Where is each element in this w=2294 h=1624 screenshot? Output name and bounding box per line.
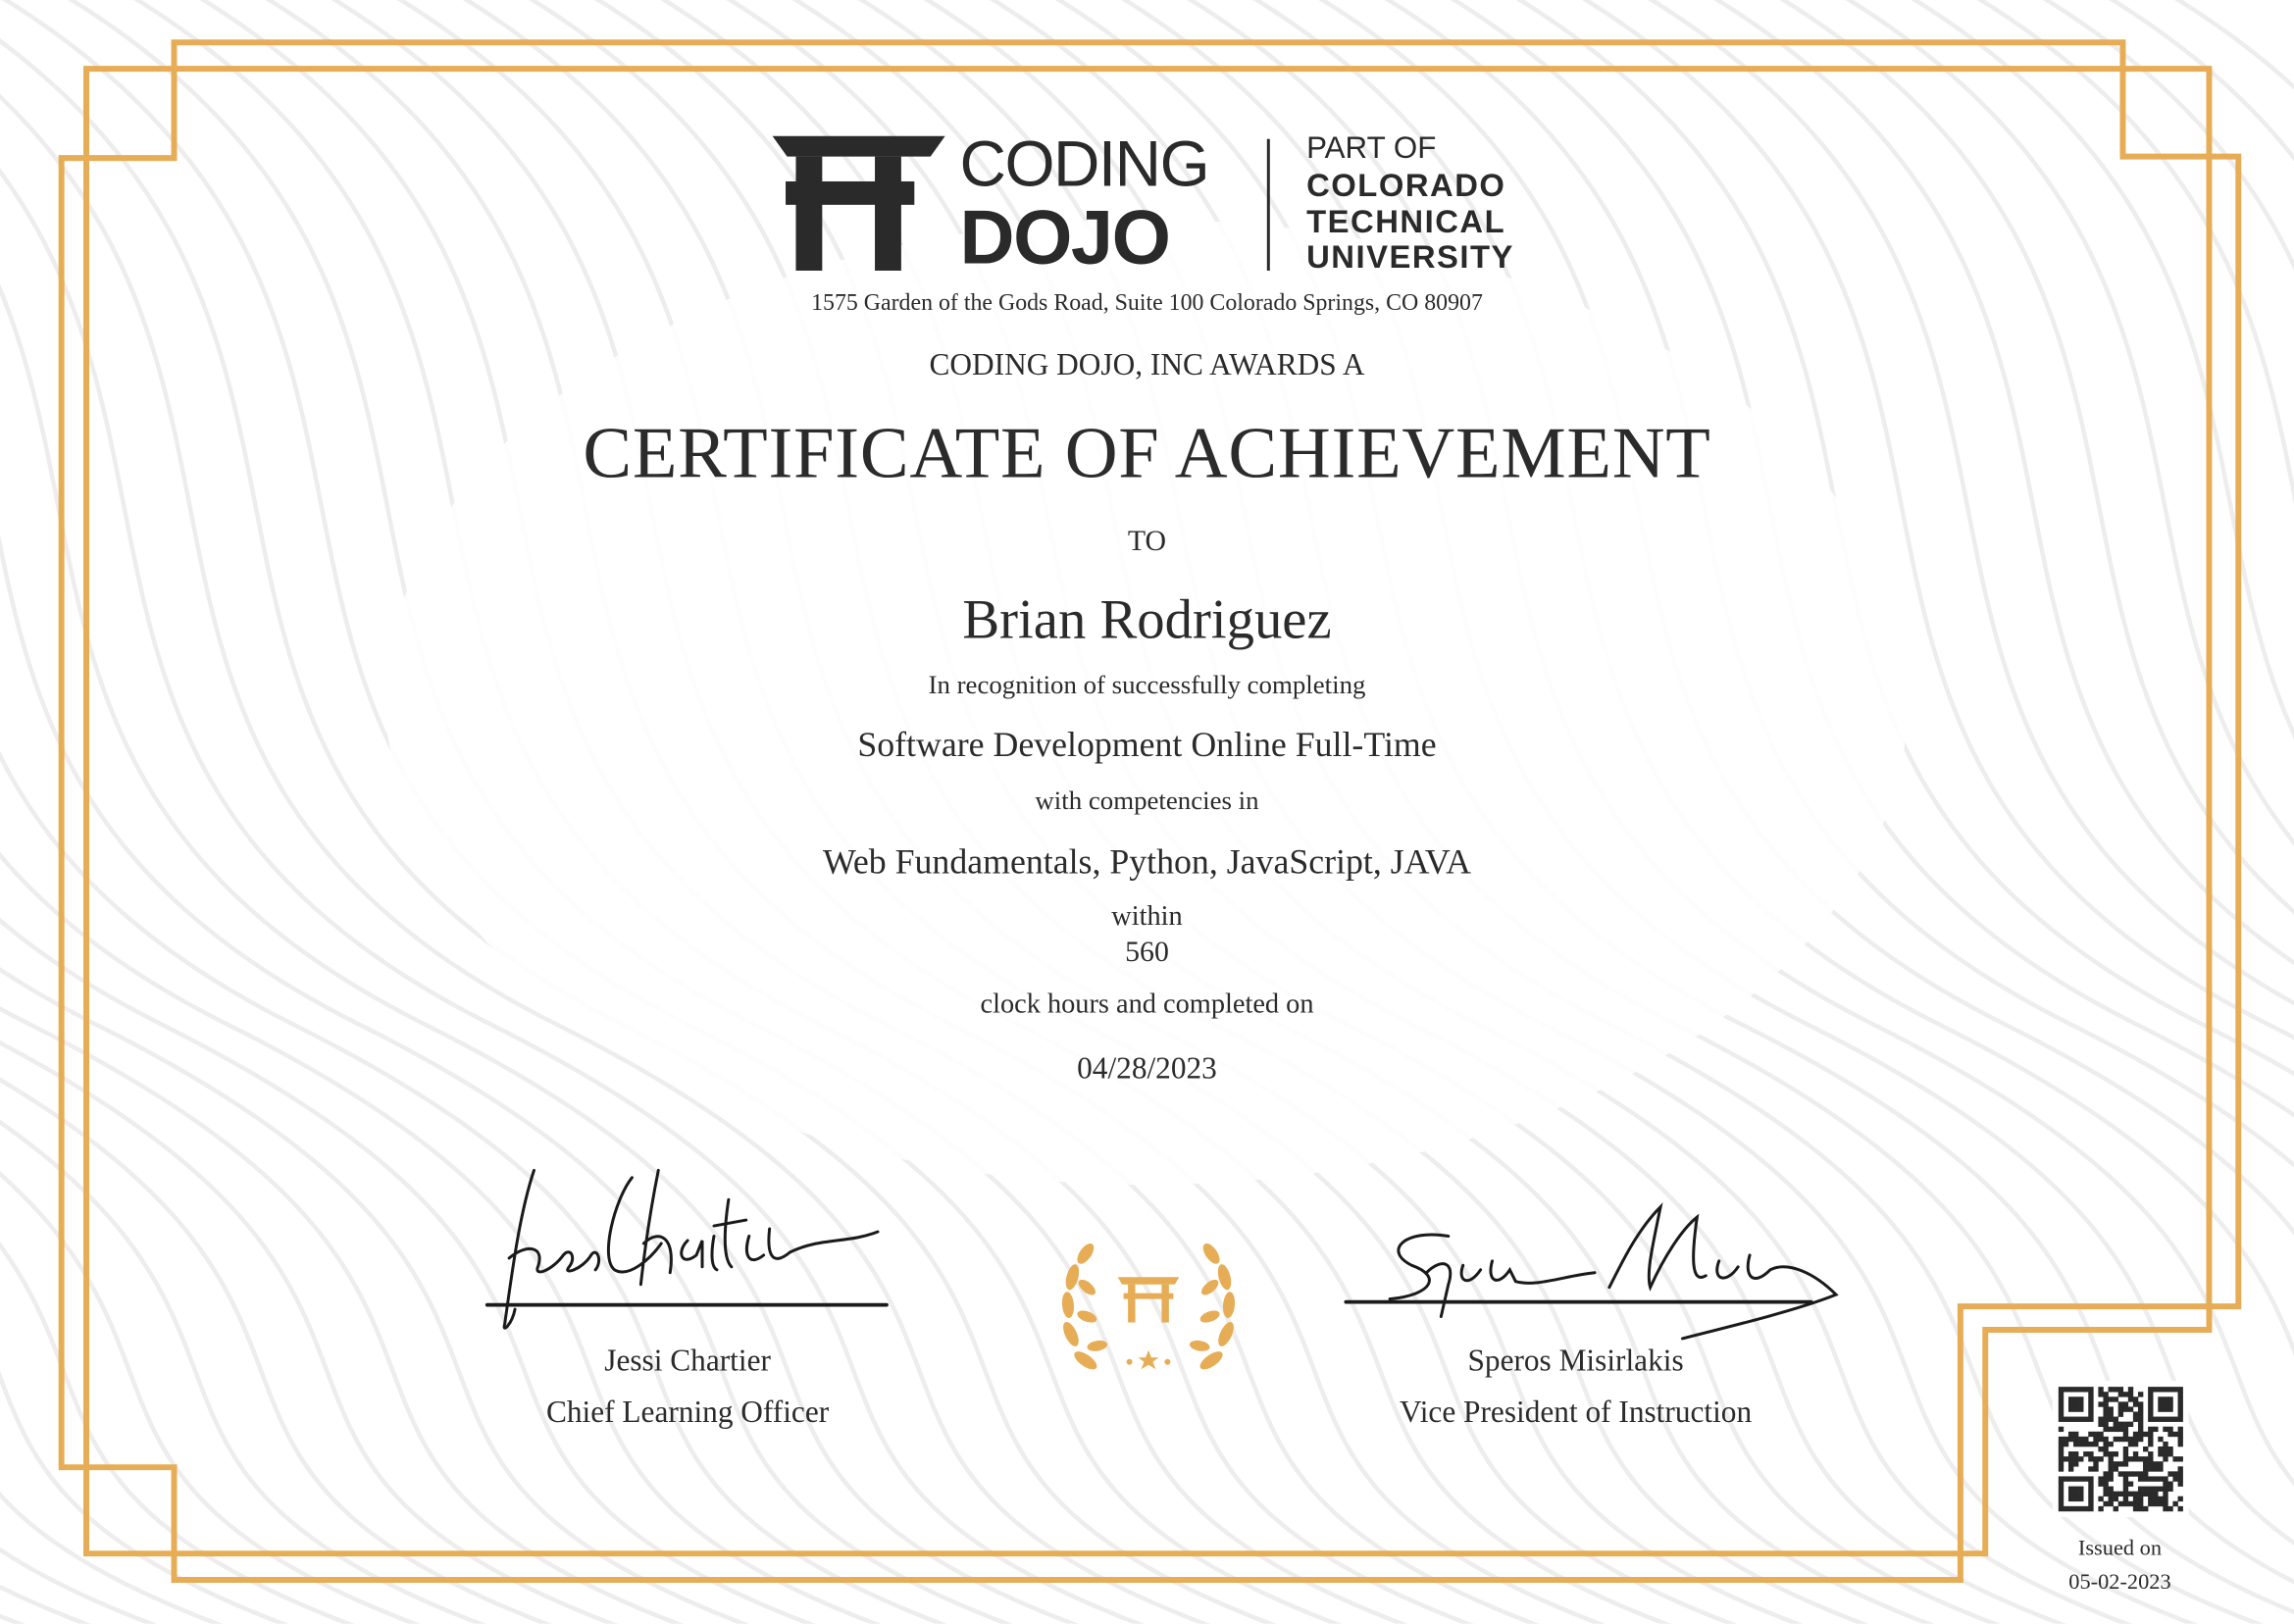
logo-brand-line1: CODING [959, 128, 1209, 201]
logo-brand-line2: DOJO [959, 195, 1170, 281]
competencies-list: Web Fundamentals, Python, JavaScript, JAVA [822, 843, 1472, 883]
clock-hours: 560 [1125, 936, 1169, 969]
awards-line: CODING DOJO, INC AWARDS A [929, 346, 1365, 382]
logo-partner-line4: UNIVERSITY [1306, 238, 1514, 276]
signatory-1-name: Jessi Chartier [604, 1343, 771, 1379]
signatory-1-role: Chief Learning Officer [545, 1394, 830, 1430]
logo-partner-line1: PART OF [1306, 131, 1437, 166]
program-name: Software Development Online Full-Time [857, 727, 1437, 766]
logo-partner-line2: COLORADO [1306, 167, 1506, 204]
to-label: TO [1127, 525, 1167, 558]
competencies-label: with competencies in [1035, 786, 1259, 815]
recipient-name: Brian Rodriguez [962, 589, 1332, 651]
issued-date: 05-02-2023 [2068, 1571, 2171, 1595]
issued-label: Issued on [2077, 1537, 2163, 1561]
logo-partner-line3: TECHNICAL [1306, 203, 1506, 240]
signatory-2-name: Speros Misirlakis [1467, 1343, 1684, 1379]
address: 1575 Garden of the Gods Road, Suite 100 Colorado Springs, CO 80907 [811, 290, 1483, 317]
recognition-text: In recognition of successfully completing [928, 670, 1366, 700]
certificate-title: CERTIFICATE OF ACHIEVEMENT [583, 411, 1711, 493]
within-label: within [1111, 900, 1183, 933]
hours-label: clock hours and completed on [980, 989, 1314, 1020]
completion-date: 04/28/2023 [1077, 1050, 1217, 1086]
signatory-2-role: Vice President of Instruction [1399, 1394, 1753, 1430]
